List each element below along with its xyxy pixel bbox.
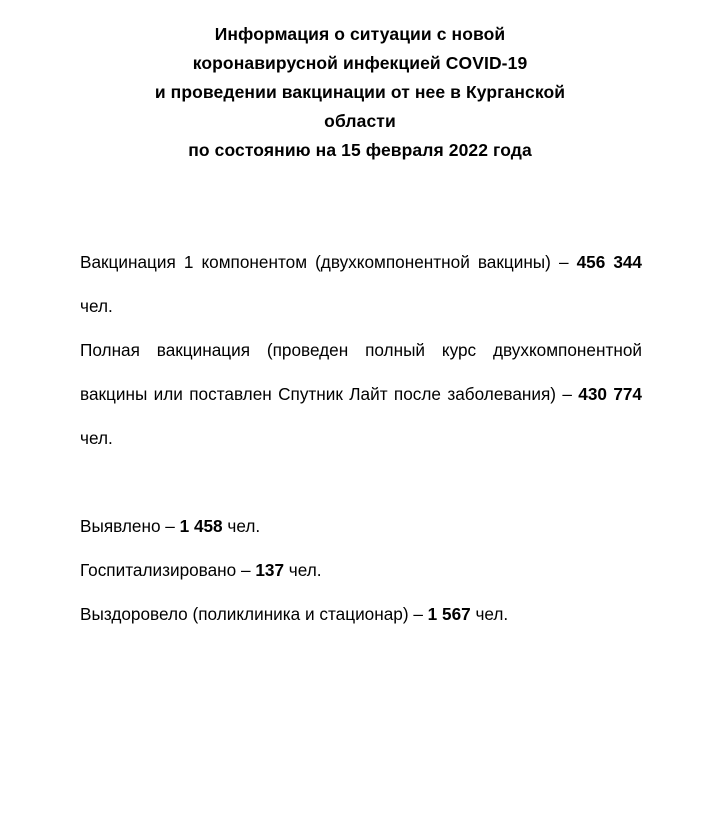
vaccination-first-component-label: Вакцинация 1 компонентом (двухкомпонентной вакцины) – <box>80 252 577 272</box>
title-line-5: по состоянию на 15 февраля 2022 года <box>188 140 532 160</box>
vaccination-full-paragraph <box>80 328 642 460</box>
vaccination-first-component-value: 456 344 <box>576 252 642 272</box>
title-line-2: коронавирусной инфекцией COVID-19 <box>192 53 528 73</box>
statistic-hospitalized-label: Госпитализировано – <box>80 560 256 580</box>
vaccination-full-value: 430 774 <box>578 384 642 404</box>
statistic-recovered-value: 1 567 <box>427 604 471 624</box>
statistic-recovered-unit: чел. <box>470 604 509 624</box>
title-line-1: Информация о ситуации с новой <box>214 24 506 44</box>
document-body <box>80 240 642 636</box>
page-title <box>60 20 660 165</box>
vaccination-first-component-unit: чел. <box>80 296 113 316</box>
statistic-detected-label: Выявлено – <box>80 516 180 536</box>
statistic-detected-unit: чел. <box>222 516 261 536</box>
paragraph-spacer <box>80 460 642 504</box>
vaccination-full-label: Полная вакцинация (проведен полный курс двухкомпонентной вакцины или поставлен Спутник Лайт после заболевания) – <box>80 340 642 404</box>
vaccination-full-unit: чел. <box>80 428 113 448</box>
statistic-detected-value: 1 458 <box>179 516 223 536</box>
statistic-recovered-label: Выздоровело (поликлиника и стационар) – <box>80 604 428 624</box>
title-line-4: области <box>324 111 396 131</box>
statistic-hospitalized-unit: чел. <box>284 560 322 580</box>
statistic-hospitalized-value: 137 <box>255 560 285 580</box>
vaccination-first-component-paragraph <box>80 240 642 328</box>
statistic-detected <box>80 504 642 548</box>
statistic-recovered <box>80 592 642 636</box>
title-line-3: и проведении вакцинации от нее в Курганской <box>154 82 566 102</box>
statistic-hospitalized <box>80 548 642 592</box>
